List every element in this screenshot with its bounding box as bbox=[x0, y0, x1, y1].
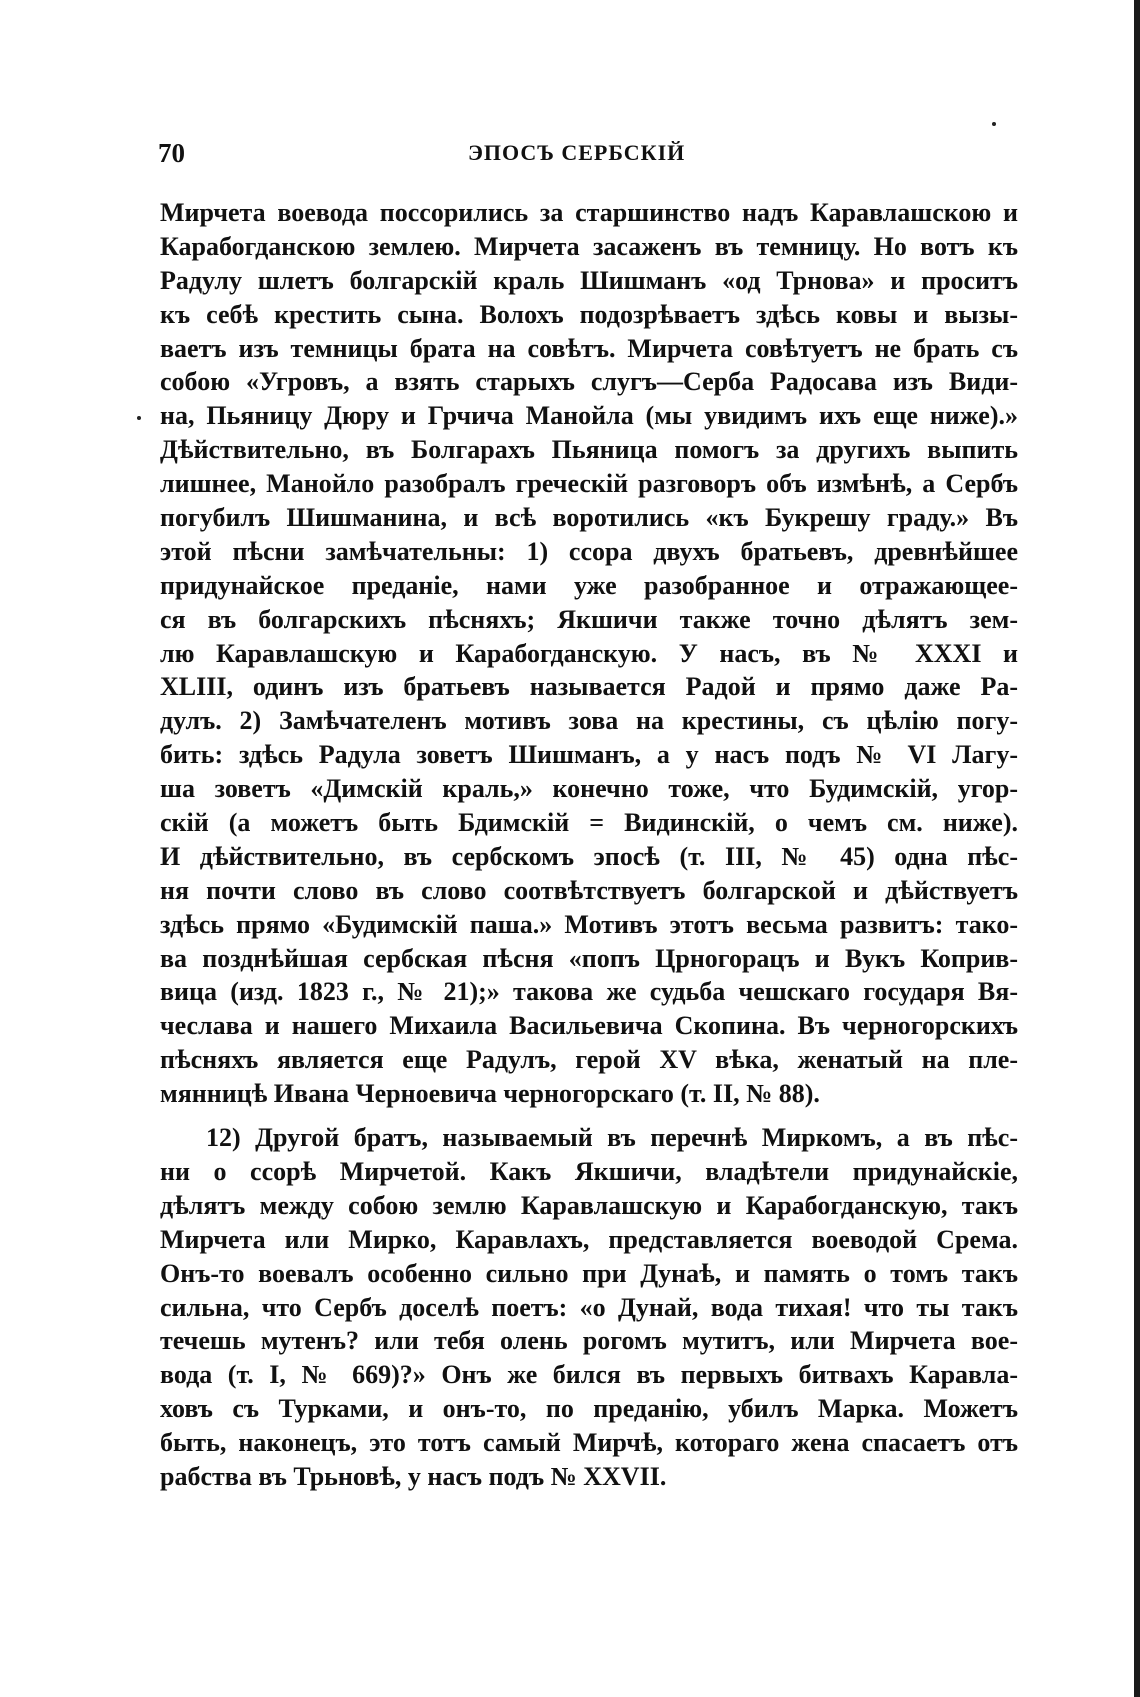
text-line: Радулу шлетъ болгарскій краль Шишманъ «од Трнова» и проситъ bbox=[160, 265, 1018, 295]
text-line: здѣсь прямо «Будимскій паша.» Мотивъ этотъ весьма развитъ: тако- bbox=[160, 909, 1018, 939]
text-line: собою «Угровъ, а взять старыхъ слугъ—Серба Радосава изъ Види- bbox=[160, 367, 1018, 397]
text-line: придунайское преданіе, нами уже разобранное и отражающее- bbox=[160, 570, 1018, 600]
scan-speck bbox=[992, 122, 996, 126]
text-line: ваетъ изъ темницы брата на совѣтъ. Мирчета совѣтуетъ не брать съ bbox=[160, 333, 1018, 363]
text-line: Мирчета воевода поссорились за старшинство надъ Каравлашскою и bbox=[160, 198, 1018, 227]
text-line: чеслава и нашего Михаила Васильевича Скопина. Въ черногорскихъ bbox=[160, 1011, 1018, 1041]
text-line: къ себѣ крестить сына. Волохъ подозрѣваетъ здѣсь ковы и вызы- bbox=[160, 299, 1018, 329]
text-line: скій (а можетъ быть Бдимскій = Видинскій, о чемъ см. ниже). bbox=[160, 808, 1018, 838]
text-line: Дѣйствительно, въ Болгарахъ Пьяница помогъ за другихъ выпить bbox=[160, 435, 1018, 465]
page-header bbox=[158, 138, 1018, 178]
text-line: пѣсняхъ является еще Радулъ, герой XV вѣка, женатый на пле- bbox=[160, 1045, 1018, 1075]
text-line: XLIII, одинъ изъ братьевъ называется Радой и прямо даже Ра- bbox=[160, 672, 1018, 702]
text-line: Онъ-то воевалъ особенно сильно при Дунаѣ, и память о томъ такъ bbox=[160, 1258, 1018, 1288]
text-line: И дѣйствительно, въ сербскомъ эпосѣ (т. III, № 45) одна пѣс- bbox=[160, 841, 1018, 871]
text-line: лишнее, Манойло разобралъ греческій разговоръ объ измѣнѣ, а Сербъ bbox=[160, 469, 1018, 499]
text-line: мянницѣ Ивана Черноевича черногорскаго (т. II, № 88). bbox=[160, 1079, 820, 1109]
text-line: вица (изд. 1823 г., № 21);» такова же судьба чешскаго государя Вя- bbox=[160, 977, 1018, 1007]
text-line: дѣлятъ между собою землю Каравлашскую и Карабогданскую, такъ bbox=[160, 1190, 1018, 1220]
text-line: ша зоветъ «Димскій краль,» конечно тоже, что Будимскій, угор- bbox=[160, 774, 1018, 804]
text-line: ва позднѣйшая сербская пѣсня «попъ Црногорацъ и Вукъ Коприв- bbox=[160, 943, 1018, 973]
text-line: лю Каравлашскую и Карабогданскую. У насъ, въ № XXXI и bbox=[160, 638, 1018, 668]
text-line: ня почти слово въ слово соотвѣтствуетъ болгарской и дѣйствуетъ bbox=[160, 875, 1018, 905]
paragraph-1 bbox=[160, 196, 1018, 1111]
body-text bbox=[160, 196, 1018, 1494]
text-line: ся въ болгарскихъ пѣсняхъ; Якшичи также точно дѣлятъ зем- bbox=[160, 604, 1018, 634]
scan-speck bbox=[137, 416, 141, 420]
paragraph-2 bbox=[160, 1121, 1018, 1494]
text-line: дулъ. 2) Замѣчателенъ мотивъ зова на крестины, съ цѣлію погу- bbox=[160, 706, 1018, 736]
running-title: ЭПОСЪ СЕРБСКІЙ bbox=[468, 140, 686, 165]
text-line: Мирчета или Мирко, Каравлахъ, представляется воеводой Срема. bbox=[160, 1224, 1018, 1254]
scan-edge-shadow bbox=[1134, 0, 1140, 1697]
text-line: ни о ссорѣ Мирчетой. Какъ Якшичи, владѣтели придунайскіе, bbox=[160, 1156, 1018, 1186]
text-line: бить: здѣсь Радула зоветъ Шишманъ, а у насъ подъ № VI Лагу- bbox=[160, 740, 1018, 770]
text-line: течешь мутенъ? или тебя олень рогомъ мутитъ, или Мирчета вое- bbox=[160, 1326, 1018, 1356]
text-line: на, Пьяницу Дюру и Грчича Манойла (мы увидимъ ихъ еще ниже).» bbox=[160, 401, 1018, 431]
text-line: Карабогданскою землею. Мирчета засаженъ въ темницу. Но вотъ къ bbox=[160, 231, 1018, 261]
paragraph-gap bbox=[160, 1111, 1018, 1121]
text-line: ховъ съ Турками, и онъ-то, по преданію, убилъ Марка. Можетъ bbox=[160, 1394, 1018, 1424]
text-line: рабства въ Трьновѣ, у насъ подъ № XXVII. bbox=[160, 1461, 667, 1491]
text-line: сильна, что Сербъ доселѣ поетъ: «о Дунай, вода тихая! что ты такъ bbox=[160, 1292, 1018, 1322]
text-line: вода (т. I, № 669)?» Онъ же бился въ первыхъ битвахъ Каравла- bbox=[160, 1360, 1018, 1390]
text-line: этой пѣсни замѣчательны: 1) ссора двухъ братьевъ, древнѣйшее bbox=[160, 536, 1018, 566]
text-line: быть, наконецъ, это тотъ самый Мирчѣ, котораго жена спасаетъ отъ bbox=[160, 1428, 1018, 1458]
text-line: погубилъ Шишманина, и всѣ воротились «къ Букрешу граду.» Въ bbox=[160, 503, 1018, 533]
page-number: 70 bbox=[158, 138, 185, 168]
text-line: 12) Другой братъ, называемый въ перечнѣ Миркомъ, а въ пѣс- bbox=[206, 1123, 1018, 1153]
